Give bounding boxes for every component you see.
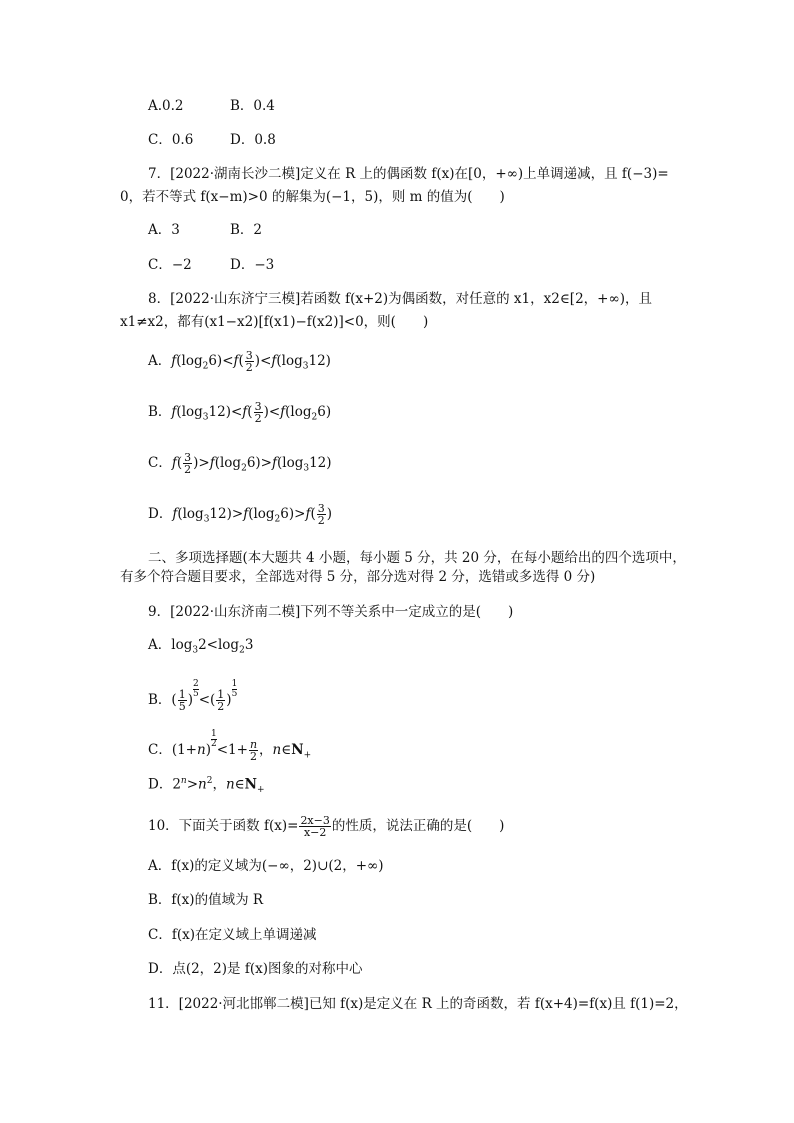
q7-stem-line1 bbox=[148, 165, 669, 183]
q6-option-b: B．0.4 bbox=[230, 98, 275, 114]
q6-options-row1 bbox=[148, 97, 275, 115]
q8-option-a-label: A． bbox=[148, 353, 172, 369]
q9-stem-text: 下列不等关系中一定成立的是( ) bbox=[300, 604, 514, 620]
q8-option-b-label: B． bbox=[148, 404, 172, 420]
q9-stem bbox=[148, 603, 513, 621]
q9-option-d: D．$2^n>n^2$，$n\in N_+$ bbox=[148, 776, 265, 796]
q7-number: 7． bbox=[148, 166, 171, 182]
q10-stem bbox=[148, 815, 504, 838]
q7-option-b: B．2 bbox=[230, 222, 263, 238]
q8-option-a: A．$f(\log_26)<f$( $\frac{3}{2}$ )$<f(\log_312)$ bbox=[148, 349, 331, 374]
q7-options-row2 bbox=[148, 256, 275, 274]
q10-option-a: A．f(x)的定义域为(−∞，2)∪(2，+∞) bbox=[148, 858, 384, 874]
q10-stem-post: 的性质，说法正确的是( ) bbox=[331, 818, 505, 834]
q6-options-row2 bbox=[148, 131, 276, 149]
q10-option-c: C．f(x)在定义域上单调递减 bbox=[148, 927, 317, 943]
q7-source: [2022·湖南长沙二模] bbox=[170, 166, 301, 182]
q7-option-c: C．−2 bbox=[148, 257, 192, 273]
q8-option-a-fraction: $\frac{3}{2}$ bbox=[245, 349, 253, 374]
q9-option-b: B．( $\frac{1}{5}$ ) $\frac{2}{5}$ <( $\frac{1}{2}$ ) $\frac{1}{5}$ bbox=[148, 679, 238, 713]
q8-option-d-label: D． bbox=[148, 506, 173, 522]
q8-option-b: B．$f(\log_312)<f$( $\frac{3}{2}$ )$<f(\log_26)$ bbox=[148, 400, 332, 425]
q10-option-b: B．f(x)的值域为 R bbox=[148, 892, 264, 908]
q7-options-row1 bbox=[148, 221, 263, 239]
q8-option-b-fraction: $\frac{3}{2}$ bbox=[254, 400, 262, 425]
q8-option-c: C．f( $\frac{3}{2}$ )$>f(\log_26)>f(\log_312)$ bbox=[148, 451, 332, 476]
q6-option-c: C．0.6 bbox=[148, 132, 194, 148]
q7-option-a: A．3 bbox=[148, 222, 180, 238]
section2-instructions-line1: 二、多项选择题(本大题共 4 小题，每小题 5 分，共 20 分，在每小题给出的四个选项中， bbox=[148, 550, 686, 566]
q10-stem-pre: 10．下面关于函数 f(x)= bbox=[148, 818, 299, 834]
q8-option-d: D．$f(\log_312)>f(\log_26)>f$( $\frac{3}{2}$ ) bbox=[148, 502, 333, 527]
q10-fraction: $\frac{2x-3}{x-2}$ bbox=[300, 814, 330, 839]
q8-number: 8． bbox=[148, 291, 171, 307]
q9-option-c: C．(1+n) $\frac{1}{2}$ <1+ $\frac{n}{2}$ ，$n\in N_+$ bbox=[148, 729, 312, 763]
q11-stem: 11．[2022·河北邯郸二模]已知 f(x)是定义在 R 上的奇函数，若 f(x+4)=f(x)且 f(1)=2， bbox=[148, 996, 688, 1012]
q6-option-d: D．0.8 bbox=[230, 132, 276, 148]
q6-option-a: A.0.2 bbox=[148, 98, 184, 114]
q9-number: 9． bbox=[148, 604, 171, 620]
q7-stem-text1: 定义在 R 上的偶函数 f(x)在[0，+∞)上单调递减，且 f(−3)= bbox=[300, 166, 669, 182]
q10-option-d: D．点(2，2)是 f(x)图象的对称中心 bbox=[148, 961, 363, 977]
q8-source: [2022·山东济宁三模] bbox=[170, 291, 301, 307]
q9-option-a: A．$\log_32<\log_23$ bbox=[148, 637, 254, 656]
q8-option-c-fraction: $\frac{3}{2}$ bbox=[184, 451, 192, 476]
section2-instructions-line2: 有多个符合题目要求，全部选对得 5 分，部分选对得 2 分，选错或多选得 0 分) bbox=[120, 569, 596, 585]
q8-option-c-label: C． bbox=[148, 455, 172, 471]
q7-option-d: D．−3 bbox=[230, 257, 275, 273]
q9-source: [2022·山东济南二模] bbox=[170, 604, 301, 620]
q8-stem-line1 bbox=[148, 290, 652, 308]
q8-option-d-fraction: $\frac{3}{2}$ bbox=[317, 502, 325, 527]
q8-stem-text1: 若函数 f(x+2)为偶函数，对任意的 x1，x2∈[2，+∞)，且 bbox=[300, 291, 652, 307]
q7-stem-line2: 0，若不等式 f(x−m)>0 的解集为(−1，5)，则 m 的值为( ) bbox=[120, 189, 505, 205]
q8-stem-line2: x1≠x2，都有(x1−x2)[f(x1)−f(x2)]<0，则( ) bbox=[120, 314, 429, 330]
